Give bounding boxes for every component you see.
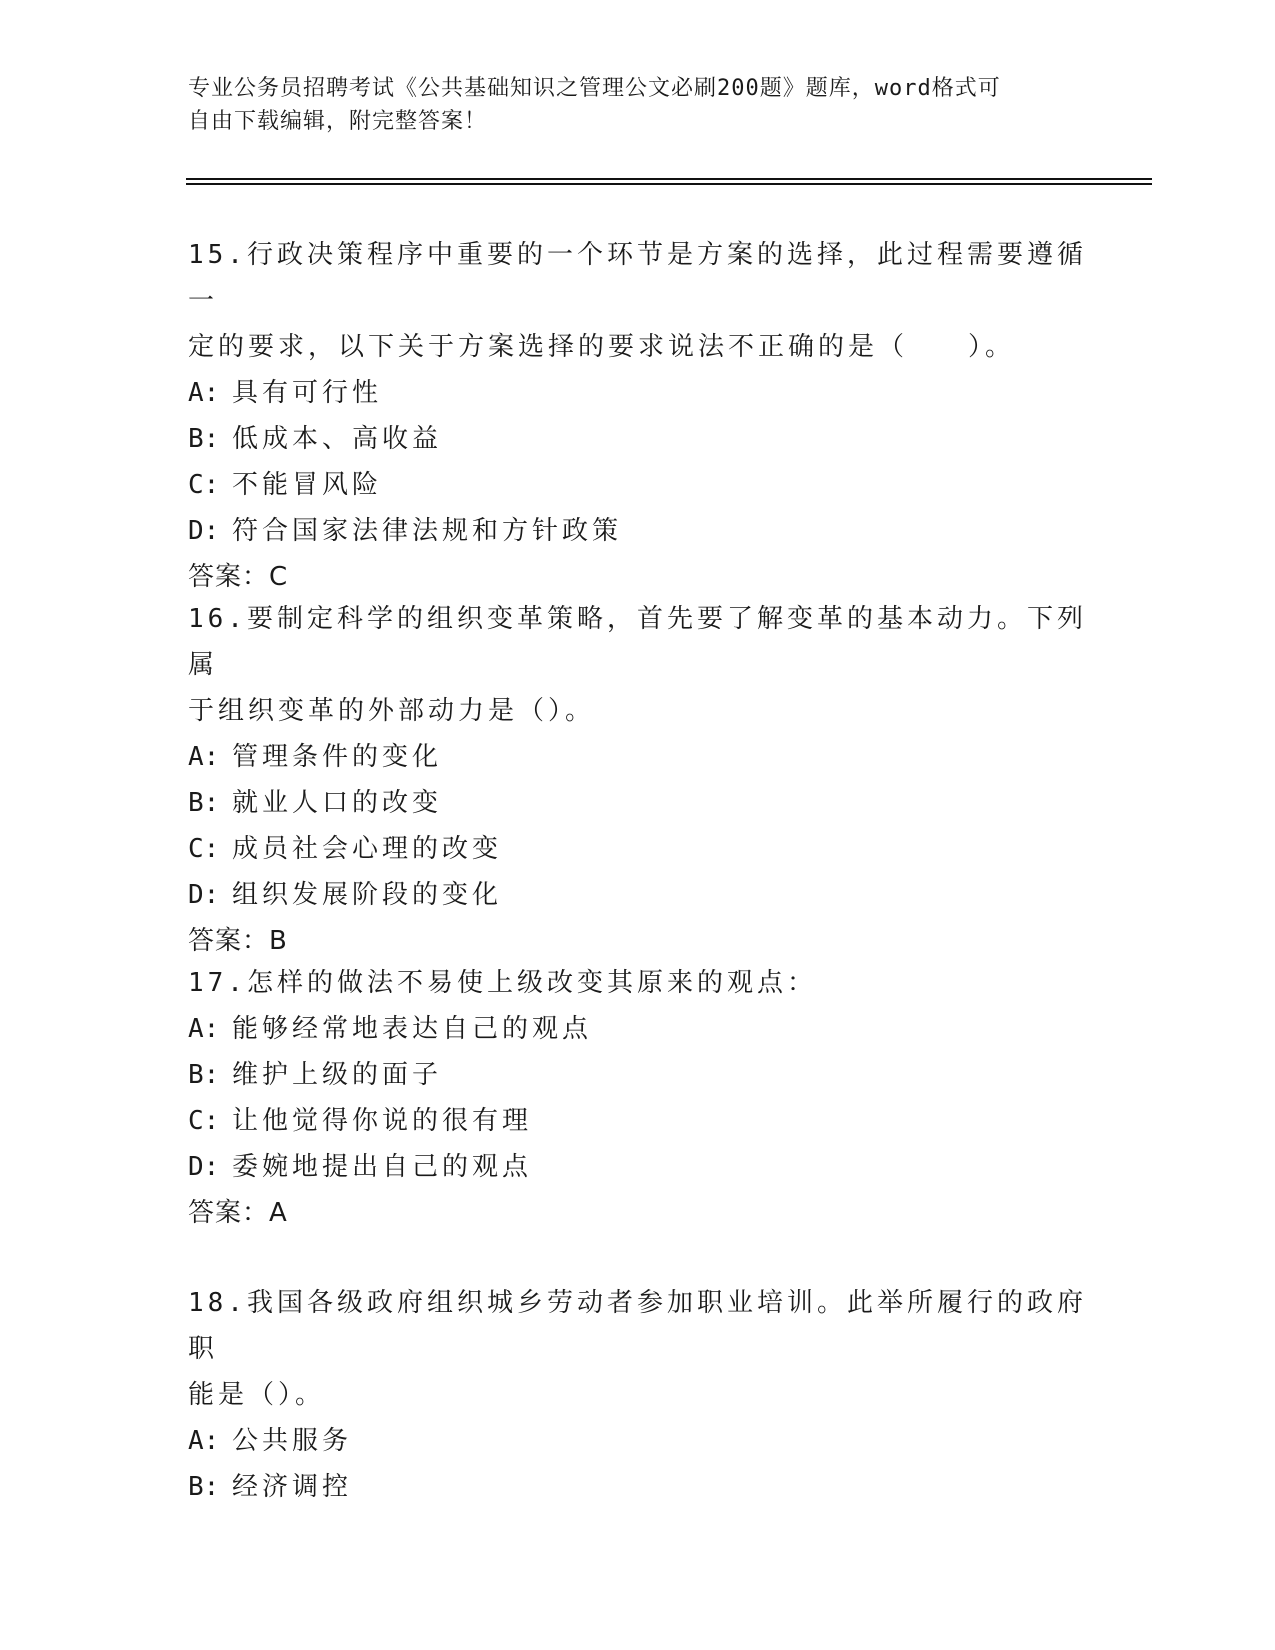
question-stem-line: 15.行政决策程序中重要的一个环节是方案的选择，此过程需要遵循一 <box>188 240 1087 316</box>
option-letter: C: <box>188 470 220 500</box>
option-letter: C: <box>188 834 220 864</box>
header-divider-top <box>186 178 1152 180</box>
option-a <box>188 1006 1088 1052</box>
header-line-1: 专业公务员招聘考试《公共基础知识之管理公文必刷200题》题库，word格式可 <box>188 76 1001 101</box>
option-text: 组织发展阶段的变化 <box>232 880 503 910</box>
option-b <box>188 416 1088 462</box>
option-text: 经济调控 <box>232 1472 353 1502</box>
question-stem-line: 16.要制定科学的组织变革策略，首先要了解变革的基本动力。下列属 <box>188 604 1087 680</box>
option-b <box>188 780 1088 826</box>
option-text: 就业人口的改变 <box>232 788 443 818</box>
option-text: 委婉地提出自己的观点 <box>232 1152 533 1182</box>
option-letter: B: <box>188 1472 220 1502</box>
question-18 <box>188 1280 1088 1510</box>
header-divider-bottom <box>186 183 1152 185</box>
option-d <box>188 508 1088 554</box>
option-text: 成员社会心理的改变 <box>232 834 503 864</box>
question-stem-line: 18.我国各级政府组织城乡劳动者参加职业培训。此举所履行的政府职 <box>188 1288 1087 1364</box>
answer: 答案：B <box>188 926 288 956</box>
option-a <box>188 370 1088 416</box>
option-a <box>188 734 1088 780</box>
option-text: 让他觉得你说的很有理 <box>232 1106 533 1136</box>
option-text: 低成本、高收益 <box>232 424 443 454</box>
option-letter: B: <box>188 1060 220 1090</box>
option-text: 符合国家法律法规和方针政策 <box>232 516 623 546</box>
header-line-2: 自由下载编辑，附完整答案！ <box>188 109 488 134</box>
option-letter: D: <box>188 1152 220 1182</box>
answer: 答案：A <box>188 1198 288 1228</box>
answer: 答案：C <box>188 562 289 592</box>
question-stem-line: 能是（）。 <box>188 1380 326 1410</box>
option-d <box>188 872 1088 918</box>
option-c <box>188 1098 1088 1144</box>
question-17 <box>188 960 1088 1236</box>
option-text: 不能冒风险 <box>232 470 383 500</box>
option-letter: A: <box>188 1014 220 1044</box>
option-letter: C: <box>188 1106 220 1136</box>
option-b <box>188 1052 1088 1098</box>
option-text: 公共服务 <box>232 1426 353 1456</box>
question-15 <box>188 232 1088 600</box>
option-letter: A: <box>188 742 220 772</box>
option-text: 维护上级的面子 <box>232 1060 443 1090</box>
option-letter: B: <box>188 424 220 454</box>
option-text: 管理条件的变化 <box>232 742 443 772</box>
option-letter: A: <box>188 378 220 408</box>
question-stem-line: 定的要求，以下关于方案选择的要求说法不正确的是（ ）。 <box>188 332 1016 362</box>
option-letter: D: <box>188 516 220 546</box>
question-stem-line: 17.怎样的做法不易使上级改变其原来的观点： <box>188 968 817 998</box>
option-text: 能够经常地表达自己的观点 <box>232 1014 593 1044</box>
option-letter: B: <box>188 788 220 818</box>
question-16 <box>188 596 1088 964</box>
option-b <box>188 1464 1088 1510</box>
option-a <box>188 1418 1088 1464</box>
option-letter: D: <box>188 880 220 910</box>
option-text: 具有可行性 <box>232 378 383 408</box>
option-c <box>188 462 1088 508</box>
option-d <box>188 1144 1088 1190</box>
document-header <box>188 72 1088 138</box>
option-c <box>188 826 1088 872</box>
option-letter: A: <box>188 1426 220 1456</box>
question-stem-line: 于组织变革的外部动力是（）。 <box>188 696 596 726</box>
